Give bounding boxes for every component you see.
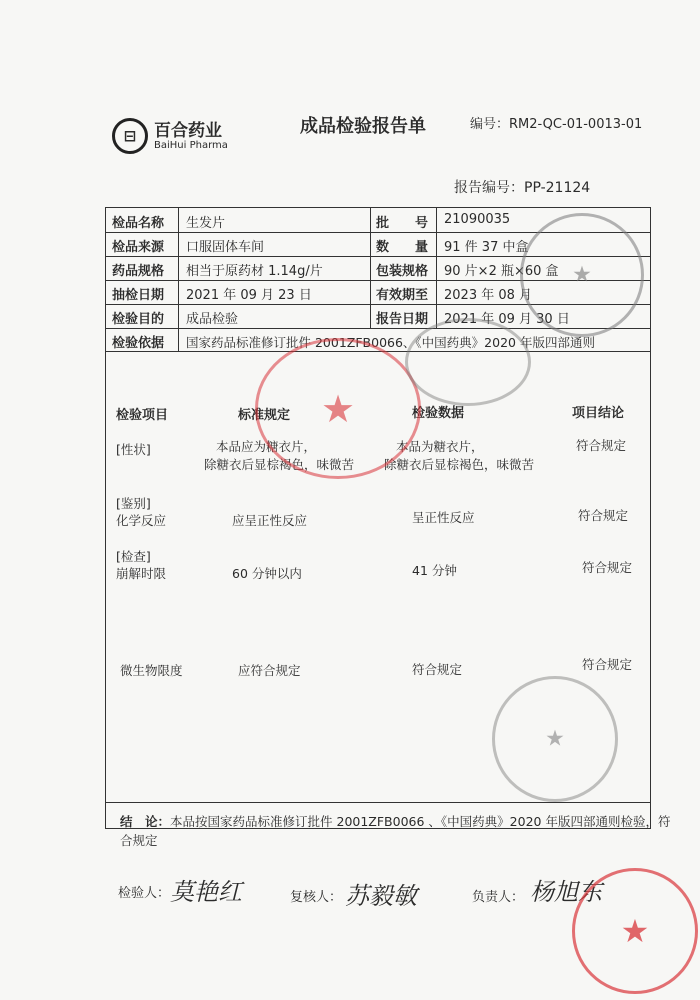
name-value: 生发片 xyxy=(186,216,226,231)
manager-signature: 杨旭东 xyxy=(530,878,602,906)
test-section: [鉴别] xyxy=(116,496,151,511)
test-standard: 60 分钟以内 xyxy=(232,566,302,581)
logo-icon: ⊟ xyxy=(112,118,148,154)
col-standard-header: 标准规定 xyxy=(238,408,291,423)
inspector-signature: 莫艳红 xyxy=(170,878,242,906)
report-date-label: 报告日期 xyxy=(376,312,429,327)
company-logo xyxy=(112,118,228,154)
test-section: [性状] xyxy=(116,442,151,457)
conclusion-label: 结 论： xyxy=(120,814,171,829)
batch-label: 批 号 xyxy=(376,216,429,231)
reviewer-signature: 苏毅敏 xyxy=(345,882,417,910)
star-icon: ★ xyxy=(620,912,650,950)
test-standard: 本品应为糖衣片， xyxy=(216,439,317,454)
report-number: 报告编号：PP-21124 xyxy=(454,180,591,196)
test-result: 符合规定 xyxy=(582,560,633,575)
test-standard: 应符合规定 xyxy=(238,663,301,678)
test-standard-2: 除糖衣后显棕褐色，味微苦 xyxy=(204,457,355,472)
col-item-header: 检验项目 xyxy=(116,408,169,423)
grey-seal-stamp xyxy=(520,213,644,337)
logo-cn-text: 百合药业 xyxy=(154,120,222,141)
test-result: 符合规定 xyxy=(582,657,633,672)
inspector-label: 检验人： xyxy=(118,886,171,901)
test-data: 41 分钟 xyxy=(412,563,457,578)
test-result: 符合规定 xyxy=(578,508,629,523)
document-number: 编号：RM2-QC-01-0013-01 xyxy=(470,117,643,132)
col-data-header: 检验数据 xyxy=(412,406,465,421)
test-data-2: 除糖衣后显棕褐色，味微苦 xyxy=(384,457,535,472)
conclusion-text: 本品按国家药品标准修订批件 2001ZFB0066 、《中国药典》2020 年版四部通则检验，符 xyxy=(170,814,671,829)
star-icon: ★ xyxy=(320,386,356,431)
purpose-label: 检验目的 xyxy=(112,312,165,327)
test-item: 化学反应 xyxy=(116,513,167,528)
expiry-value: 2023 年 08 月 xyxy=(444,288,533,303)
col-conclusion-header: 项目结论 xyxy=(572,406,625,421)
test-result: 符合规定 xyxy=(576,438,627,453)
red-seal-stamp xyxy=(255,338,421,479)
name-label: 检品名称 xyxy=(112,216,165,231)
test-data: 符合规定 xyxy=(412,662,463,677)
batch-value: 21090035 xyxy=(444,212,511,227)
manager-label: 负责人： xyxy=(472,890,525,905)
basis-label: 检验依据 xyxy=(112,336,165,351)
document-title: 成品检验报告单 xyxy=(300,116,426,137)
pack-label: 包装规格 xyxy=(376,264,429,279)
red-seal-stamp-2 xyxy=(572,868,698,994)
star-icon: ★ xyxy=(572,262,592,288)
test-standard: 应呈正性反应 xyxy=(232,513,308,528)
logo-en-text: BaiHui Pharma xyxy=(154,139,228,151)
expiry-label: 有效期至 xyxy=(376,288,429,303)
sample-date-label: 抽检日期 xyxy=(112,288,165,303)
source-value: 口服固体车间 xyxy=(186,240,265,255)
test-item: 微生物限度 xyxy=(120,663,183,678)
quantity-value: 91 件 37 中盒 xyxy=(444,240,529,255)
test-section: [检查] xyxy=(116,549,151,564)
star-icon: ★ xyxy=(545,726,565,752)
test-item: 崩解时限 xyxy=(116,566,167,581)
sample-date-value: 2021 年 09 月 23 日 xyxy=(186,288,312,303)
reviewer-label: 复核人： xyxy=(290,890,343,905)
source-label: 检品来源 xyxy=(112,240,165,255)
basis-value: 国家药品标准修订批件 2001ZFB0066、《中国药典》2020 年版四部通则 xyxy=(186,335,595,350)
test-data: 本品为糖衣片， xyxy=(396,439,484,454)
conclusion-line-2: 合规定 xyxy=(120,833,158,848)
conclusion-line-1 xyxy=(120,812,670,830)
quantity-label: 数 量 xyxy=(376,240,429,255)
spec-value: 相当于原药材 1.14g/片 xyxy=(186,264,323,279)
grey-seal-stamp-2 xyxy=(405,318,531,406)
pack-value: 90 片×2 瓶×60 盒 xyxy=(444,264,559,279)
spec-label: 药品规格 xyxy=(112,264,165,279)
report-date-value: 2021 年 09 月 30 日 xyxy=(444,312,570,327)
test-data: 呈正性反应 xyxy=(412,510,475,525)
purpose-value: 成品检验 xyxy=(186,312,239,327)
grey-seal-stamp-3 xyxy=(492,676,618,802)
